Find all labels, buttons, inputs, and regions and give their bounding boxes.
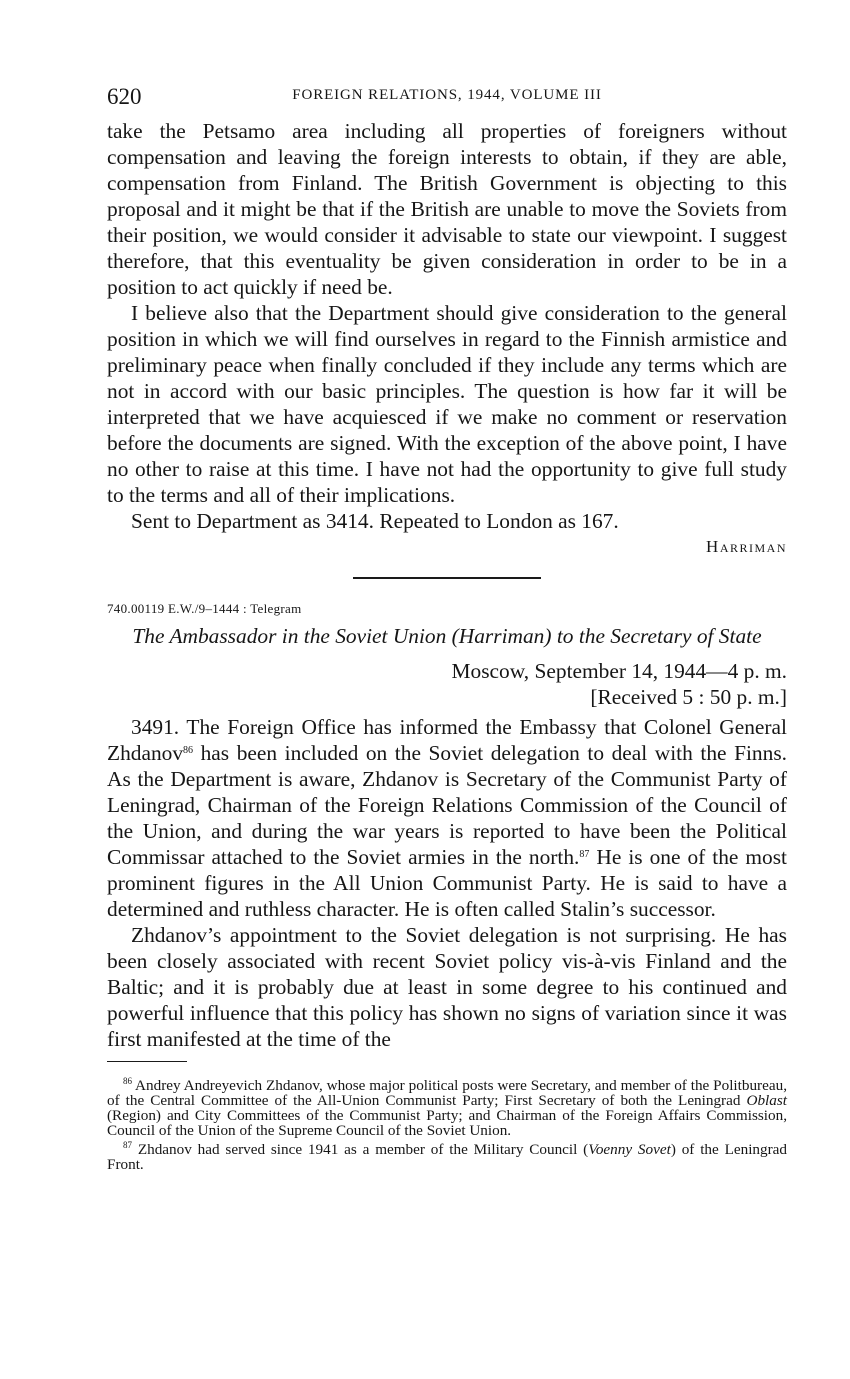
section-divider — [353, 577, 541, 579]
document-two-body — [107, 714, 787, 1052]
letter-one-paragraph-3: Sent to Department as 3414. Repeated to London as 167. — [131, 509, 619, 533]
footnote-text: ) of the Leningrad Front. — [107, 1141, 787, 1173]
running-title: FOREIGN RELATIONS, 1944, VOLUME III — [292, 87, 602, 103]
document-page — [107, 84, 787, 1172]
document-title: The Ambassador in the Soviet Union (Harriman) to the Secretary of State — [132, 624, 762, 648]
footnote-text: Zhdanov had served since 1941 as a member of the Military Council ( — [137, 1141, 589, 1158]
footnote-mark: 86 — [123, 1076, 132, 1086]
footnote-ref-87: 87 — [579, 849, 590, 860]
footnote-italic-text: Voenny Sovet — [588, 1141, 671, 1158]
footnote-text: Andrey Andreyevich Zhdanov, whose major political posts were Secretary, and member of the Politbureau, of the Central Committee of the All-Union Communist Party; First Secretary of both the Leningrad — [107, 1077, 787, 1109]
footnotes — [107, 1074, 787, 1172]
letter-one-paragraph-2: I believe also that the Department should give consideration to the general position in which we will find ourselves in regard to the Finnish armistice and preliminary peace when finally concluded if they include any terms which are not in accord with our basic principles. The question is how far it will be interpreted that we have acquiesced if we make no comment or reservation before the documents are signed. With the exception of the above point, I have no other to raise at this time. I have not had the opportunity to give full study to the terms and all of their implications. — [107, 301, 787, 507]
dateline: Moscow, September 14, 1944—4 p. m. — [451, 659, 787, 683]
document-two-paragraph-2: Zhdanov’s appointment to the Soviet delegation is not surprising. He has been closely associated with recent Soviet policy vis-à-vis Finland and the Baltic; and it is probably due at least in some degree to his continued and powerful influence that this policy has shown no signs of variation since it was first manifested at the time of the — [107, 923, 787, 1051]
footnote-text: (Region) and City Committees of the Communist Party; and Chairman of the Foreign Affairs Commission, Council of the Union of the Supreme Council of the Soviet Union. — [107, 1107, 787, 1139]
footnote-rule — [107, 1061, 187, 1062]
received-time: [Received 5 : 50 p. m.] — [590, 685, 787, 709]
footnote-mark: 87 — [123, 1140, 132, 1150]
footnote-ref-86: 86 — [183, 745, 194, 756]
paragraph-text: He is one of the most prominent figures in the All Union Communist Party. He is said to have a determined and ruthless character. He is often called Stalin’s successor. — [107, 845, 787, 921]
letter-one — [107, 118, 787, 560]
file-number: 740.00119 E.W./9–1444 : Telegram — [107, 601, 302, 616]
footnote-italic-text: Oblast — [746, 1092, 787, 1109]
signature: Harriman — [706, 537, 787, 556]
document-two-paragraph-1 — [107, 714, 787, 922]
page-header — [107, 84, 787, 118]
paragraph-text: has been included on the Soviet delegation to deal with the Finns. As the Department is aware, Zhdanov is Secretary of the Communist Party of Leningrad, Chairman of the Foreign Relations Commission of the Council of the Union, and during the war years is reported to have been the Political Commissar attached to the Soviet armies in the north. — [107, 741, 787, 869]
letter-one-paragraph-1: take the Petsamo area including all properties of foreigners without compensation and leaving the foreign interests to obtain, if they are able, compensation from Finland. The British Government is objecting to this proposal and it might be that if the British are unable to move the Soviets from their position, we would consider it advisable to state our viewpoint. I suggest therefore, that this eventuality be given consideration in order to be in a position to act quickly if need be. — [107, 119, 787, 299]
footnote-86 — [107, 1074, 787, 1138]
page-number: 620 — [107, 84, 142, 109]
footnote-87 — [107, 1138, 787, 1172]
paragraph-text: 3491. The Foreign Office has informed the Embassy that Colonel General Zhdanov — [107, 715, 787, 765]
